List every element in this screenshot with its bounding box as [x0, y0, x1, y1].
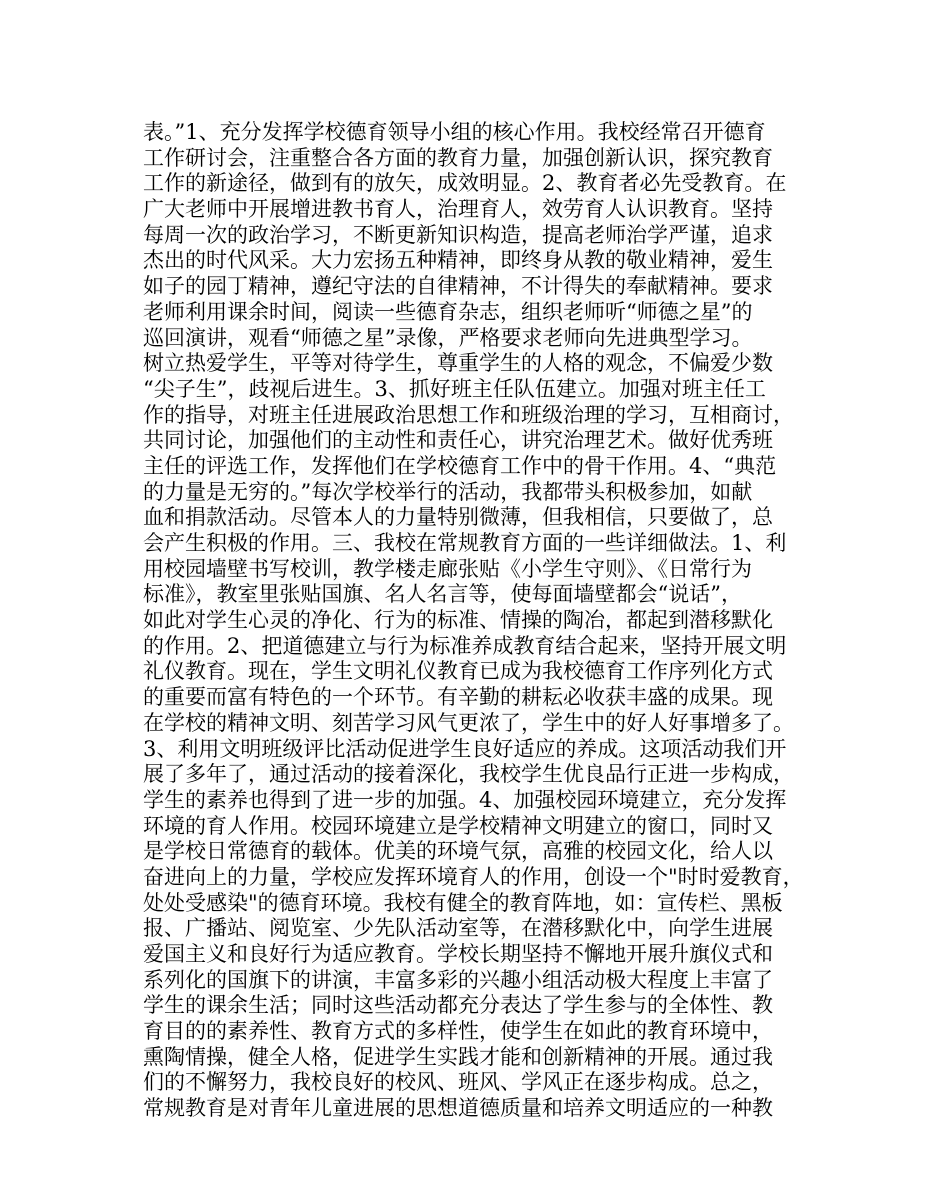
text-line: 环境的育人作用。校园环境建立是学校精神文明建立的窗口，同时又	[143, 813, 773, 838]
text-line: 爱国主义和良好行为适应教育。学校长期坚持不懈地开展升旗仪式和	[143, 942, 773, 966]
text-line: 血和捐款活动。尽管本人的力量特别微薄，但我相信，只要做了，总	[143, 505, 773, 530]
text-line: 报、广播站、阅览室、少先队活动室等，在潜移默化中，向学生进展	[143, 916, 773, 941]
text-line: 的重要而富有特色的一个环节。有辛勤的耕耘必收获丰盛的成果。现	[143, 685, 773, 710]
text-line: 表。”1、充分发挥学校德育领导小组的核心作用。我校经常召开德育	[143, 120, 766, 144]
text-line: 是学校日常德育的载体。优美的环境气氛，高雅的校园文化，给人以	[143, 839, 773, 864]
text-line: 系列化的国旗下的讲演，丰富多彩的兴趣小组活动极大程度上丰富了	[143, 967, 773, 992]
text-line: “尖子生”，歧视后进生。3、抓好班主任队伍建立。加强对班主任工	[143, 376, 766, 401]
text-line: 巡回演讲，观看“师德之星”录像，严格要求老师向先进典型学习。	[143, 325, 753, 350]
text-line: 广大老师中开展增进教书育人，治理育人，效劳育人认识教育。坚持	[143, 197, 773, 222]
text-line: 每周一次的政治学习，不断更新知识构造，提高老师治学严谨，追求	[143, 222, 773, 247]
text-line: 熏陶情操，健全人格，促进学生实践才能和创新精神的开展。通过我	[143, 1044, 773, 1069]
text-line: 树立热爱学生，平等对待学生，尊重学生的人格的观念，不偏爱少数	[143, 351, 773, 376]
text-line: 标准》，教室里张贴国旗、名人名言等，使每面墙壁都会“说话”，	[143, 582, 742, 607]
text-line: 工作研讨会，注重整合各方面的教育力量，加强创新认识，探究教育	[143, 145, 773, 170]
text-line: 的力量是无穷的。”每次学校举行的活动，我都带头积极参加，如献	[143, 479, 753, 504]
text-line: 会产生积极的作用。三、我校在常规教育方面的一些详细做法。1、利	[143, 531, 787, 555]
document-body	[143, 120, 823, 1122]
text-line: 学生的素养也得到了进一步的加强。4、加强校园环境建立，充分发挥	[143, 787, 787, 812]
text-line: 3、利用文明班级评比活动促进学生良好适应的养成。这项活动我们开	[143, 736, 787, 761]
text-line: 杰出的时代风采。大力宏扬五种精神，即终身从教的敬业精神，爱生	[143, 248, 773, 273]
text-line: 共同讨论，加强他们的主动性和责任心，讲究治理艺术。做好优秀班	[143, 428, 773, 453]
text-line: 的作用。2、把道德建立与行为标准养成教育结合起来，坚持开展文明	[143, 633, 787, 658]
text-line: 作的指导，对班主任进展政治思想工作和班级治理的学习，互相商讨，	[143, 402, 794, 427]
text-line: 常规教育是对青年儿童进展的思想道德质量和培养文明适应的一种教	[143, 1096, 773, 1121]
text-line: 育目的的素养性、教育方式的多样性，使学生在如此的教育环境中，	[143, 1019, 773, 1044]
text-line: 在学校的精神文明、刻苦学习风气更浓了，学生中的好人好事增多了。	[143, 710, 794, 735]
text-line: 奋进向上的力量，学校应发挥环境育人的作用，创设一个"时时爱教育，	[143, 864, 804, 889]
text-line: 学生的课余生活；同时这些活动都充分表达了学生参与的全体性、教	[143, 993, 773, 1018]
text-line: 主任的评选工作，发挥他们在学校德育工作中的骨干作用。4、“典范	[143, 453, 777, 478]
text-line: 工作的新途径，做到有的放矢，成效明显。2、教育者必先受教育。在	[143, 171, 787, 196]
text-line: 老师利用课余时间，阅读一些德育杂志，组织老师听“师德之星”的	[143, 299, 753, 324]
text-line: 如此对学生心灵的净化、行为的标准、情操的陶冶，都起到潜移默化	[143, 608, 773, 633]
text-line: 们的不懈努力，我校良好的校风、班风、学风正在逐步构成。总之，	[143, 1070, 773, 1095]
text-line: 用校园墙壁书写校训，教学楼走廊张贴《小学生守则》、《日常行为	[143, 556, 752, 581]
text-line: 展了多年了，通过活动的接着深化，我校学生优良品行正进一步构成，	[143, 762, 794, 787]
text-line: 处处受感染"的德育环境。我校有健全的教育阵地，如：宣传栏、黑板	[143, 890, 783, 915]
text-line: 礼仪教育。现在，学生文明礼仪教育已成为我校德育工作序列化方式	[143, 659, 773, 684]
text-line: 如子的园丁精神，遵纪守法的自律精神，不计得失的奉献精神。要求	[143, 274, 773, 299]
